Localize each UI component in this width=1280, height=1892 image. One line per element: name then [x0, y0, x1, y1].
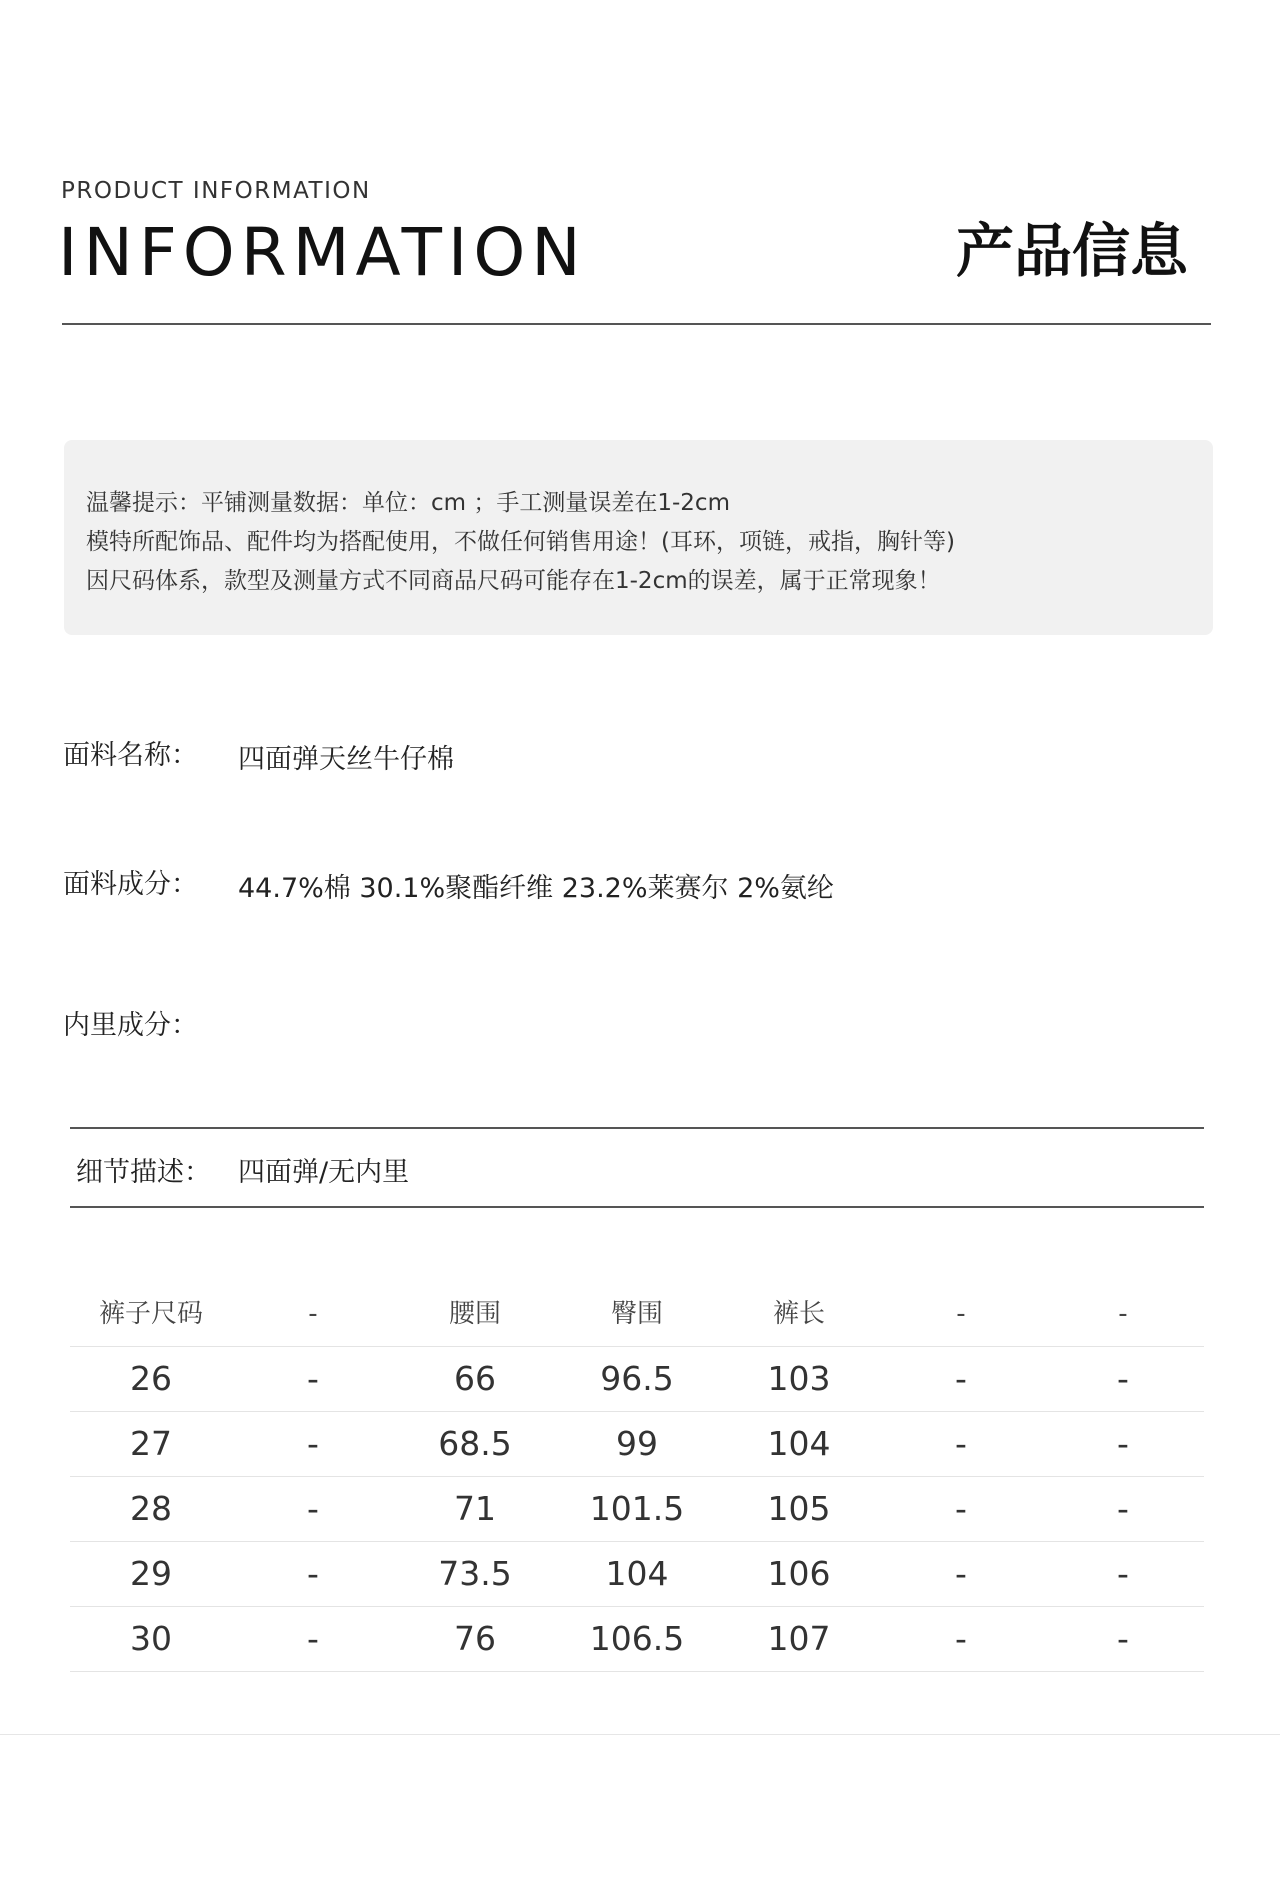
section-title-cn: 产品信息 [955, 217, 1188, 285]
table-cell: 29 [130, 1554, 172, 1593]
table-cell: 99 [616, 1424, 658, 1463]
detail-value: 四面弹/无内里 [238, 1157, 410, 1188]
table-cell: 68.5 [438, 1424, 512, 1463]
table-cell: 96.5 [600, 1359, 674, 1398]
table-cell: 107 [767, 1619, 831, 1658]
table-header-row [70, 1282, 1204, 1347]
detail-label: 细节描述： [76, 1157, 211, 1188]
table-cell: - [955, 1554, 967, 1593]
fabric-composition-value: 44.7%棉 30.1%聚酯纤维 23.2%莱赛尔 2%氨纶 [238, 873, 834, 904]
table-row [70, 1477, 1204, 1542]
table-header-cell: - [1118, 1299, 1128, 1329]
table-cell: 73.5 [438, 1554, 512, 1593]
table-header-cell: 裤子尺码 [98, 1299, 203, 1329]
table-row [70, 1412, 1204, 1477]
notice-line: 因尺码体系，款型及测量方式不同商品尺码可能存在1-2cm的误差，属于正常现象！ [86, 568, 941, 594]
fabric-name-label: 面料名称： [63, 740, 198, 771]
table-cell: - [307, 1359, 319, 1398]
table-cell: - [1117, 1359, 1129, 1398]
table-header-cell: 腰围 [448, 1299, 501, 1329]
detail-top-divider [70, 1127, 1204, 1129]
table-cell: - [1117, 1424, 1129, 1463]
table-cell: - [1117, 1554, 1129, 1593]
detail-bottom-divider [70, 1206, 1204, 1208]
table-row [70, 1542, 1204, 1607]
table-cell: 76 [454, 1619, 496, 1658]
table-header-cell: - [308, 1299, 318, 1329]
table-cell: - [1117, 1489, 1129, 1528]
size-table [70, 1282, 1204, 1672]
notice-line: 模特所配饰品、配件均为搭配使用，不做任何销售用途！(耳环，项链，戒指，胸针等) [86, 529, 955, 555]
table-cell: 106.5 [589, 1619, 685, 1658]
table-cell: 30 [130, 1619, 172, 1658]
table-cell: 105 [767, 1489, 831, 1528]
notice-line: 温馨提示：平铺测量数据：单位：cm ；手工测量误差在1-2cm [86, 490, 730, 516]
table-cell: 106 [767, 1554, 831, 1593]
table-cell: 104 [605, 1554, 669, 1593]
table-cell: - [955, 1619, 967, 1658]
table-cell: - [955, 1489, 967, 1528]
table-cell: - [955, 1424, 967, 1463]
fabric-composition-label: 面料成分： [63, 869, 198, 900]
table-cell: - [307, 1489, 319, 1528]
table-cell: 71 [454, 1489, 496, 1528]
table-cell: 103 [767, 1359, 831, 1398]
table-cell: 28 [130, 1489, 172, 1528]
table-cell: 66 [454, 1359, 496, 1398]
header-divider [62, 323, 1211, 325]
table-cell: 104 [767, 1424, 831, 1463]
footer-divider [0, 1734, 1280, 1735]
table-header-cell: 臀围 [610, 1299, 663, 1329]
table-cell: 26 [130, 1359, 172, 1398]
table-cell: 27 [130, 1424, 172, 1463]
section-title: INFORMATION [58, 214, 587, 291]
fabric-name-value: 四面弹天丝牛仔棉 [238, 744, 454, 775]
table-cell: - [307, 1424, 319, 1463]
table-cell: - [1117, 1619, 1129, 1658]
table-cell: - [955, 1359, 967, 1398]
table-cell: 101.5 [589, 1489, 685, 1528]
lining-label: 内里成分： [63, 1010, 198, 1041]
table-cell: - [307, 1554, 319, 1593]
table-row [70, 1347, 1204, 1412]
section-eyebrow: PRODUCT INFORMATION [61, 178, 371, 204]
table-header-cell: - [956, 1299, 966, 1329]
notice-box [64, 440, 1213, 635]
table-row [70, 1607, 1204, 1672]
table-cell: - [307, 1619, 319, 1658]
table-header-cell: 裤长 [772, 1299, 825, 1329]
